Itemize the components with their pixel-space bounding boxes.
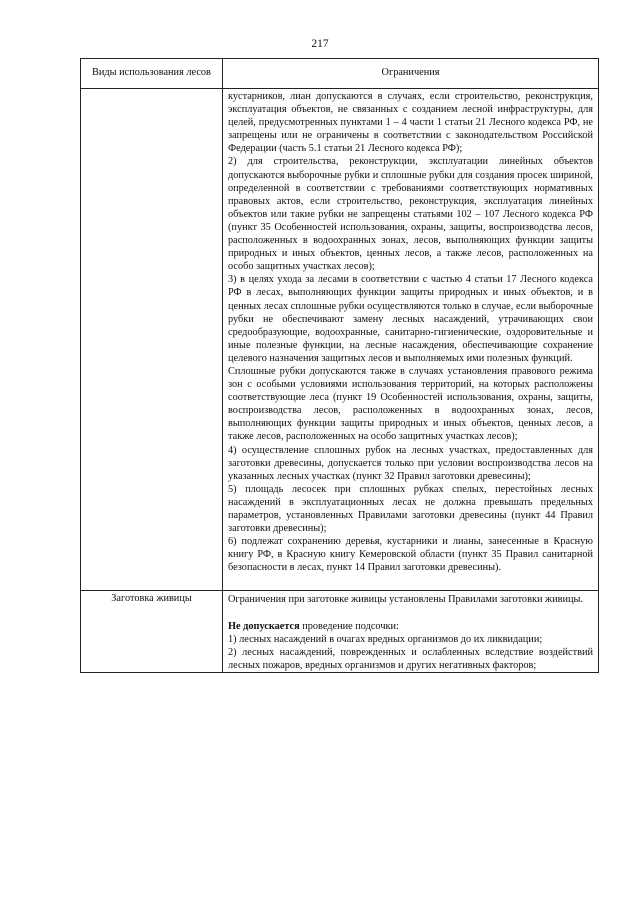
page-number: 217 bbox=[311, 38, 329, 50]
forest-use-cell: Заготовка живицы bbox=[81, 591, 223, 672]
table-row bbox=[81, 591, 599, 672]
restrictions-cell bbox=[223, 89, 599, 591]
restrictions-cell bbox=[223, 591, 599, 672]
forest-use-cell bbox=[81, 89, 223, 591]
table-header-row bbox=[81, 59, 599, 89]
paragraph: 3) в целях ухода за лесами в соответствии с частью 4 статьи 17 Лесного кодекса РФ в лесах, выполняющих функции защиты природных и иных объектов, и в ценных лесах сплошные рубки осуществляются только в случае, если выборочные рубки не обеспечивают замену лесных насаждений, утрачивающих свои средообразующие, водоохранные, санитарно-гигиенические, оздоровительные и иные полезные функции, на лесные насаждения, обеспечивающие сохранение целевого назначения защитных лесов и выполняемых ими полезных функций. bbox=[228, 274, 593, 364]
table-row bbox=[81, 89, 599, 591]
paragraph: 2) лесных насаждений, поврежденных и ослабленных вследствие воздействий лесных пожаров, вредных организмов и других негативных факторов; bbox=[228, 646, 593, 671]
paragraph bbox=[228, 620, 593, 633]
paragraph: 6) подлежат сохранению деревья, кустарники и лианы, занесенные в Красную книгу РФ, в Красную книгу Кемеровской области (пункт 35 Правил санитарной безопасности в лесах, пункт 14 Правил заготовки древесины). bbox=[228, 536, 593, 574]
paragraph: кустарников, лиан допускаются в случаях, если строительство, реконструкция, эксплуатация объектов, не связанных с созданием лесной инфраструктуры, для целей, предусмотренных пунктами 1 – 4 части 1 статьи 21 Лесного кодекса РФ, не запрещены или не ограничены в соответствии с законодательством Российской Федерации (часть 5.1 статьи 21 Лесного кодекса РФ); bbox=[228, 91, 593, 155]
bold-lead: Не допускается bbox=[228, 620, 300, 632]
paragraph: Ограничения при заготовке живицы установлены Правилами заготовки живицы. bbox=[228, 594, 584, 606]
paragraph: 1) лесных насаждений в очагах вредных организмов до их ликвидации; bbox=[228, 633, 543, 645]
header-restrictions: Ограничения bbox=[223, 59, 599, 89]
restrictions-table bbox=[80, 58, 599, 673]
paragraph: 5) площадь лесосек при сплошных рубках спелых, перестойных лесных насаждений в эксплуатационных лесах не должна превышать предельных параметров, установленных Правилами заготовки древесины (пункт 44 Правил заготовки древесины); bbox=[228, 483, 593, 535]
lead-text: проведение подсочки: bbox=[299, 620, 399, 632]
paragraph: 2) для строительства, реконструкции, эксплуатации линейных объектов допускаются выборочные рубки и сплошные рубки для создания просек шириной, определенной в соответствии с требованиями соответствующих нормативных правовых актов, если строительство, реконструкция, эксплуатация линейных объектов или такие рубки не запрещены статьями 102 – 107 Лесного кодекса РФ (пункт 35 Особенностей использования, охраны, защиты, воспроизводства лесов, расположенных в водоохранных зонах, лесов, выполняющих функции защиты природных и иных объектов, ценных лесов, а также лесов, расположенных на особо защитных участках лесов); bbox=[228, 156, 593, 273]
paragraph: 4) осуществление сплошных рубок на лесных участках, предоставленных для заготовки древесины, допускается только при условии воспроизводства лесов на указанных лесных участках (пункт 32 Правил заготовки древесины); bbox=[228, 444, 593, 482]
paragraph: Сплошные рубки допускаются также в случаях установления правового режима зон с особыми условиями использования территорий, на которых расположены соответствующие леса (пункт 19 Особенностей использования, охраны, защиты, воспроизводства лесов, расположенных в водоохранных зонах, лесов, выполняющих функции защиты природных и иных объектов, ценных лесов, а также лесов, расположенных на особо защитных участках лесов); bbox=[228, 365, 593, 443]
header-forest-use: Виды использования лесов bbox=[81, 59, 223, 89]
